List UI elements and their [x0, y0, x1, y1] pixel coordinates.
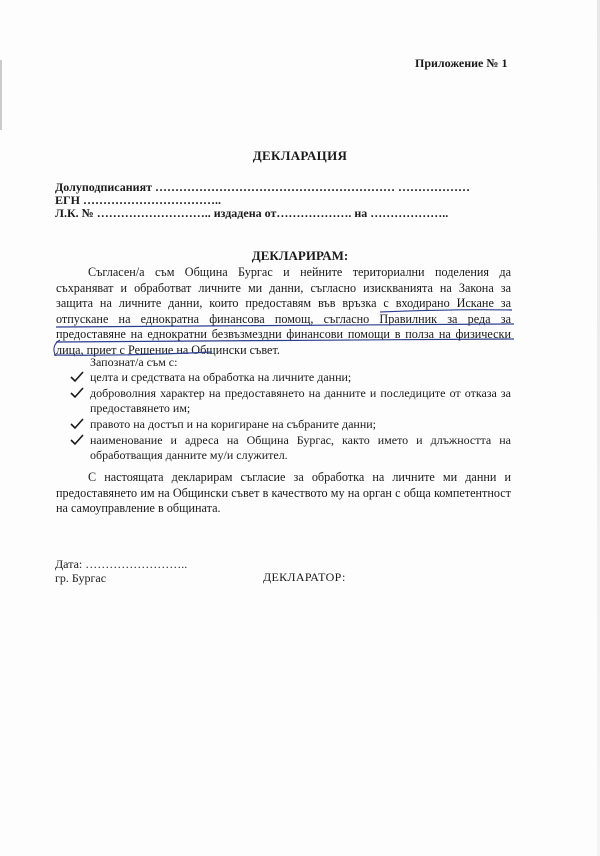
closing-paragraph: С настоящата декларирам съгласие за обработка на личните ми данни и предоставянето им на Общински съвет в качеството му на орган с обща компетентност на самоуправление в общината. [56, 470, 511, 516]
date-line: Дата: …………………….. [55, 557, 188, 571]
pen-underline-2 [56, 324, 514, 327]
id-card-field: Л.К. № ……………………….. издадена от………………. на ……………….. [55, 206, 449, 220]
egn-field: ЕГН …………………………….. [55, 193, 221, 207]
list-item-text: правото на достъп и на коригиране на събраните данни; [90, 417, 376, 431]
declarator-label: ДЕКЛАРАТОР: [263, 570, 346, 584]
pen-underline-3 [56, 339, 514, 342]
declare-heading: ДЕКЛАРИРАМ: [251, 248, 349, 263]
annex-label: Приложение № 1 [415, 56, 508, 70]
aware-label: Запознат/а съм с: [90, 355, 178, 369]
list-item-text: наименование и адреса на Община Бургас, както името и длъжността на обработващия данните му/и служител. [90, 433, 511, 462]
list-item-text: доброволния характер на предоставянето на данните и последиците от отказа за предоставянето им; [90, 386, 511, 415]
city-line: гр. Бургас [55, 571, 107, 585]
pen-underline-1 [380, 310, 512, 312]
signee-field: Долуподписаният …………………………………………………… ……………… [55, 180, 470, 194]
pen-underline-4 [54, 352, 212, 355]
document-title: ДЕКЛАРАЦИЯ [252, 148, 348, 163]
list-item-text: целта и средствата на обработка на личните данни; [90, 370, 352, 384]
consent-paragraph: Съгласен/а съм Община Бургас и нейните териториални поделения да съхраняват и обработват личните ми данни, съгласно изискванията на Закона за защита на личните данни, които предоставям във връзка с входирано Искане за отпускане на еднократна финансова помощ, съгласно Правилник за реда за предоставяне на еднократни безвъзмездни финансови помощи в полза на физически лица, приет с Решение на Общински съвет. [56, 265, 511, 357]
